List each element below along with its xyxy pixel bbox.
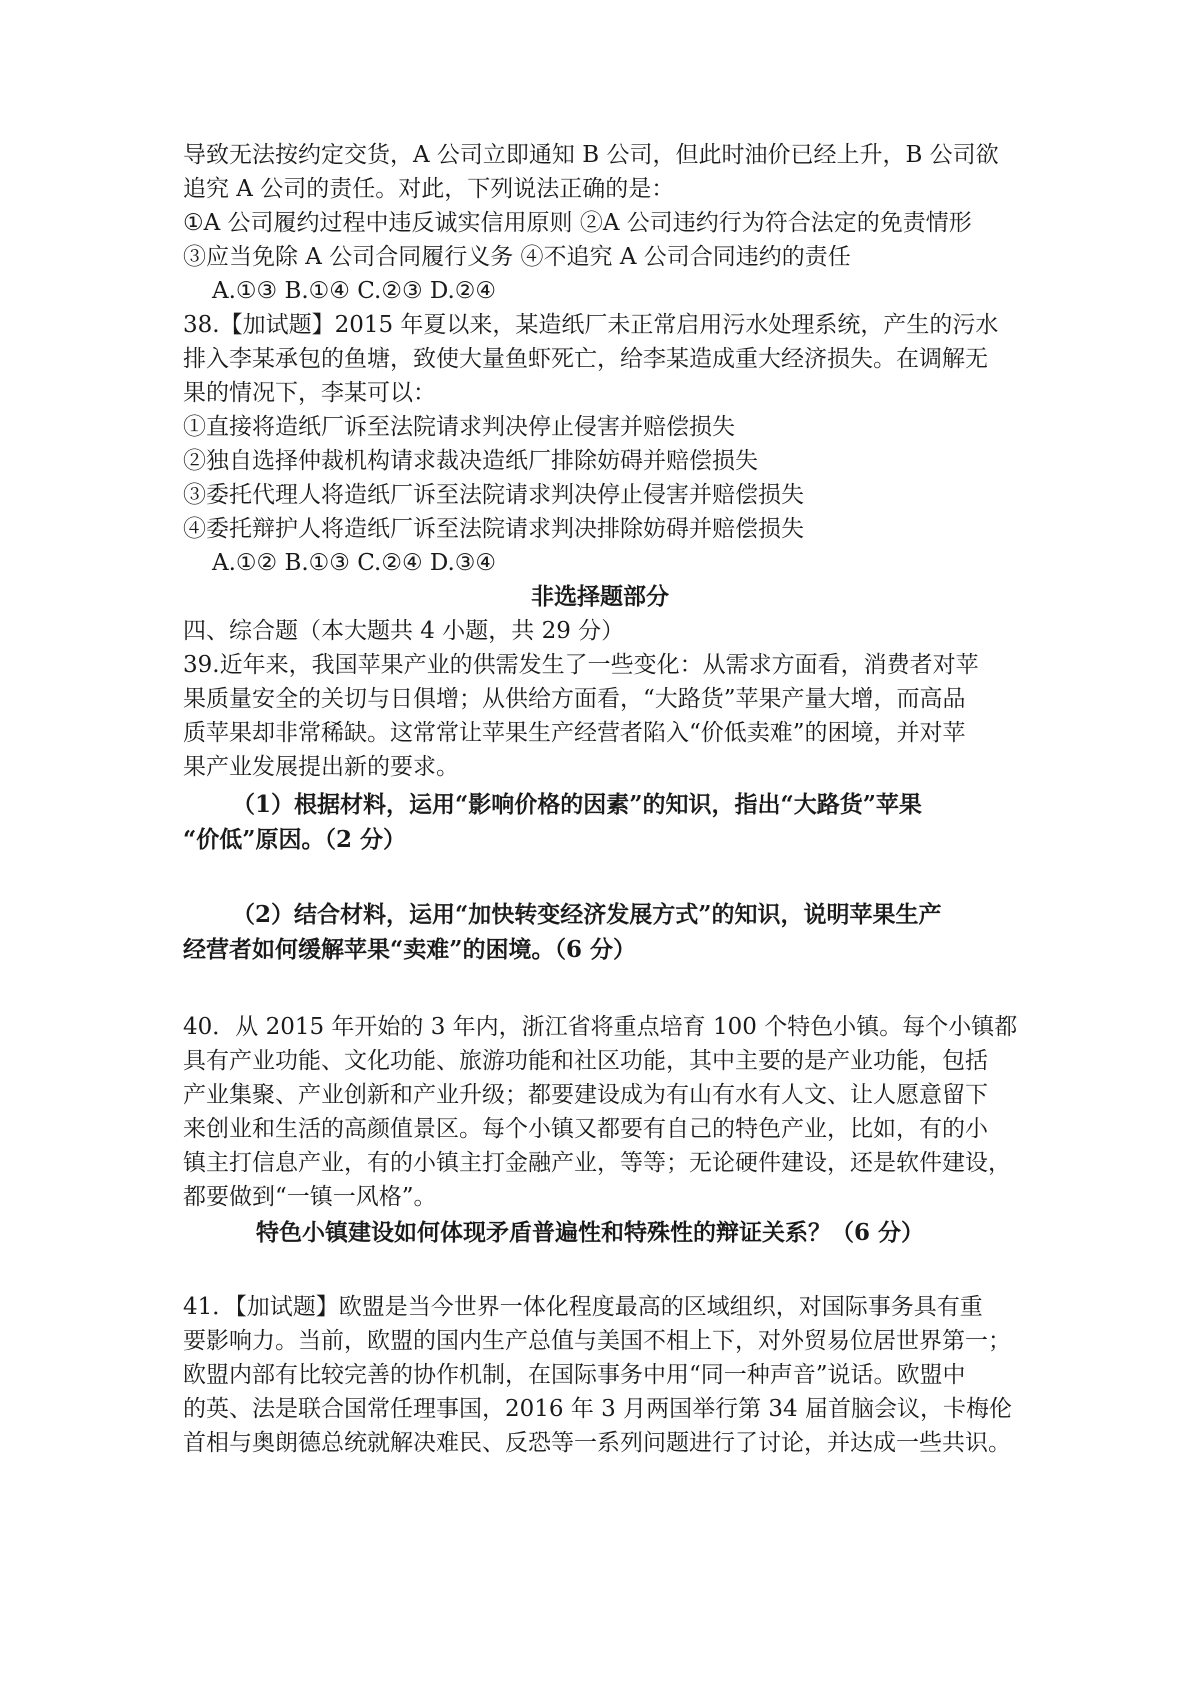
- q38-line-4: ①直接将造纸厂诉至法院请求判决停止侵害并赔偿损失: [183, 414, 735, 440]
- q38-line-6: ③委托代理人将造纸厂诉至法院请求判决停止侵害并赔偿损失: [183, 482, 804, 508]
- q37-line-4: ③应当免除 A 公司合同履行义务 ④不追究 A 公司合同违约的责任: [183, 244, 851, 270]
- q38-line-7: ④委托辩护人将造纸厂诉至法院请求判决排除妨碍并赔偿损失: [183, 516, 804, 542]
- q39-line-3: 质苹果却非常稀缺。这常常让苹果生产经营者陷入“价低卖难”的困境，并对苹: [183, 720, 966, 746]
- q40-line-2: 具有产业功能、文化功能、旅游功能和社区功能，其中主要的是产业功能，包括: [183, 1048, 988, 1074]
- q39-line-1: 39.近年来，我国苹果产业的供需发生了一些变化：从需求方面看，消费者对苹: [183, 652, 979, 678]
- q40-line-5: 镇主打信息产业，有的小镇主打金融产业，等等；无论硬件建设，还是软件建设，: [183, 1150, 1011, 1176]
- section-title: 非选择题部分: [531, 583, 669, 610]
- q39-sub2-line-1: （2）结合材料，运用“加快转变经济发展方式”的知识，说明苹果生产: [232, 901, 942, 928]
- q39-line-4: 果产业发展提出新的要求。: [183, 754, 459, 780]
- q38-line-1: 38.【加试题】2015 年夏以来，某造纸厂未正常启用污水处理系统，产生的污水: [183, 312, 999, 338]
- q41-line-2: 要影响力。当前，欧盟的国内生产总值与美国不相上下，对外贸易位居世界第一；: [183, 1328, 1011, 1354]
- q41-line-4: 的英、法是联合国常任理事国，2016 年 3 月两国举行第 34 届首脑会议，卡梅伦: [183, 1396, 1012, 1422]
- q41-line-1: 41．【加试题】欧盟是当今世界一体化程度最高的区域组织，对国际事务具有重: [183, 1294, 983, 1320]
- q37-line-2: 追究 A 公司的责任。对此，下列说法正确的是：: [183, 176, 675, 202]
- q41-line-5: 首相与奥朗德总统就解决难民、反恐等一系列问题进行了讨论，并达成一些共识。: [183, 1430, 1011, 1456]
- q38-line-3: 果的情况下，李某可以：: [183, 380, 436, 406]
- q39-sub1-line-2: “价低”原因。（2 分）: [183, 826, 406, 853]
- q37-line-1: 导致无法按约定交货，A 公司立即通知 B 公司，但此时油价已经上升，B 公司欲: [183, 142, 999, 168]
- q40-question: 特色小镇建设如何体现矛盾普遍性和特殊性的辩证关系？（6 分）: [256, 1219, 925, 1246]
- q40-line-4: 来创业和生活的高颜值景区。每个小镇又都要有自己的特色产业，比如，有的小: [183, 1116, 988, 1142]
- q39-sub1-line-1: （1）根据材料，运用“影响价格的因素”的知识，指出“大路货”苹果: [232, 791, 922, 818]
- q37-line-3: ①A 公司履约过程中违反诚实信用原则 ②A 公司违约行为符合法定的免责情形: [183, 210, 972, 236]
- q39-sub2-line-2: 经营者如何缓解苹果“卖难”的困境。（6 分）: [183, 936, 636, 963]
- q40-line-6: 都要做到“一镇一风格”。: [183, 1184, 437, 1210]
- q38-line-2: 排入李某承包的鱼塘，致使大量鱼虾死亡，给李某造成重大经济损失。在调解无: [183, 346, 988, 372]
- section-subtitle: 四、综合题（本大题共 4 小题，共 29 分）: [183, 618, 625, 644]
- q38-options: A.①② B.①③ C.②④ D.③④: [212, 550, 497, 576]
- q40-line-3: 产业集聚、产业创新和产业升级；都要建设成为有山有水有人文、让人愿意留下: [183, 1082, 988, 1108]
- q38-line-5: ②独自选择仲裁机构请求裁决造纸厂排除妨碍并赔偿损失: [183, 448, 758, 474]
- q40-line-1: 40．从 2015 年开始的 3 年内，浙江省将重点培育 100 个特色小镇。每个小镇都: [183, 1014, 1018, 1040]
- q37-options: A.①③ B.①④ C.②③ D.②④: [212, 278, 497, 304]
- q39-line-2: 果质量安全的关切与日俱增；从供给方面看，“大路货”苹果产量大增，而高品: [183, 686, 966, 712]
- q41-line-3: 欧盟内部有比较完善的协作机制，在国际事务中用“同一种声音”说话。欧盟中: [183, 1362, 966, 1388]
